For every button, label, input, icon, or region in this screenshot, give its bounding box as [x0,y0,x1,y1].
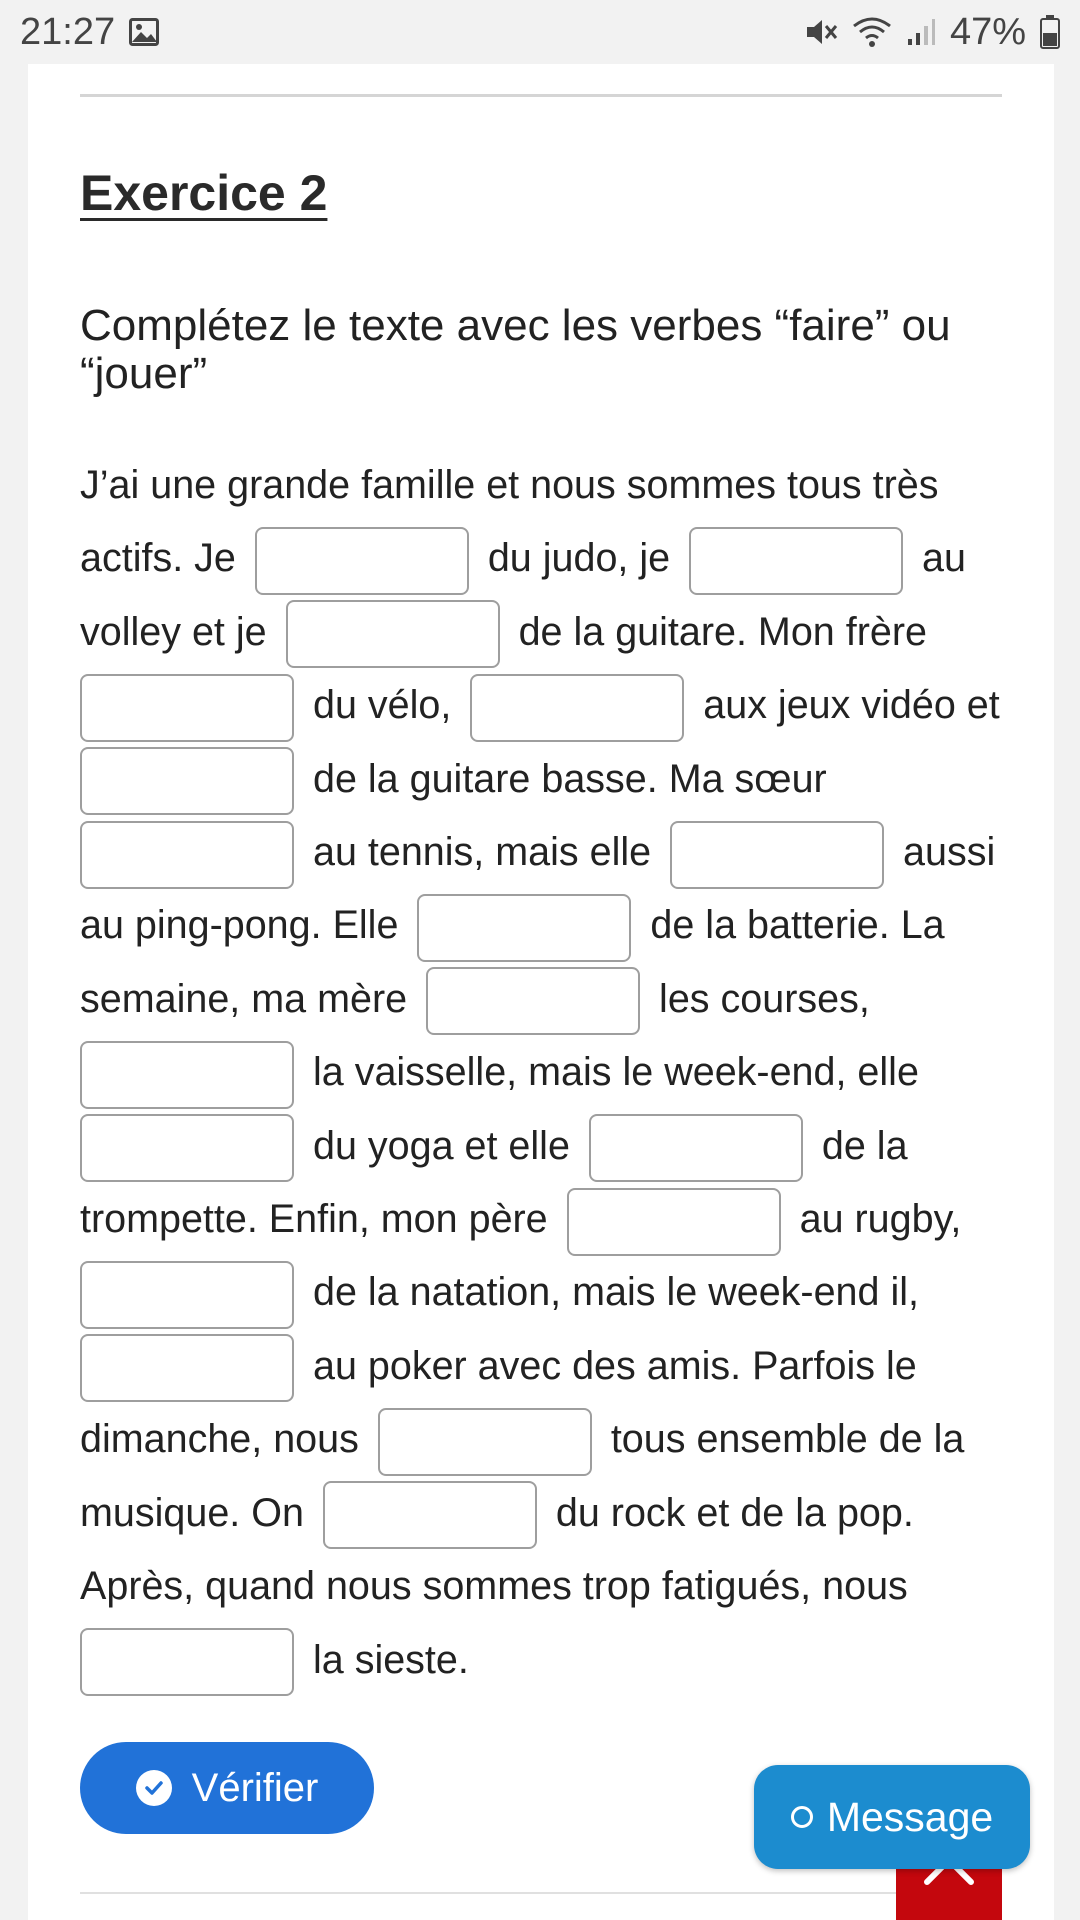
answer-blank-16[interactable] [80,1334,294,1402]
text-segment: les courses, [648,976,870,1021]
divider-top [80,94,1002,97]
status-left [20,11,159,54]
status-time: 21:27 [20,10,116,53]
text-segment: du judo, je [476,536,682,581]
status-bar [0,0,1080,64]
answer-blank-2[interactable] [689,527,903,595]
answer-blank-15[interactable] [80,1261,294,1329]
image-icon [129,18,159,46]
text-segment: du yoga et elle [302,1123,581,1168]
answer-blank-1[interactable] [255,527,469,595]
wifi-icon [852,16,892,48]
text-segment: du rock et de la pop. Après, quand nous sommes trop fatigués, nous [80,1490,914,1609]
message-icon [791,1806,813,1828]
text-segment: du vélo, [302,683,463,728]
answer-blank-12[interactable] [80,1114,294,1182]
text-segment: aussi au ping-pong. Elle [80,830,996,948]
verify-button-label: Vérifier [191,1765,319,1810]
answer-blank-4[interactable] [80,674,294,742]
message-button-label: Message [826,1793,994,1840]
answer-blank-3[interactable] [286,600,500,668]
answer-blank-14[interactable] [567,1188,781,1256]
check-circle-icon [136,1770,172,1806]
text-segment: au tennis, mais elle [302,830,663,875]
answer-blank-6[interactable] [80,747,294,815]
exercise-instructions: Complétez le texte avec les verbes “faire” ou “jouer” [80,301,951,398]
text-segment: au poker avec des amis. Parfois le dimanche, nous [80,1343,917,1462]
exercise-card [28,64,1054,1920]
text-segment: au rugby, [788,1197,962,1242]
answer-blank-9[interactable] [417,894,631,962]
text-segment: de la batterie. La semaine, ma mère [80,903,945,1021]
verify-button[interactable] [80,1742,374,1834]
answer-blank-5[interactable] [470,674,684,742]
text-segment: la vaisselle, mais le week-end, elle [302,1050,919,1095]
text-segment: de la trompette. Enfin, mon père [80,1123,908,1242]
exercise-title: Exercice 2 [80,165,328,221]
answer-blank-8[interactable] [670,821,884,889]
answer-blank-19[interactable] [80,1628,294,1696]
text-segment: J’ai une grande famille et nous sommes tous très actifs. Je [80,463,939,581]
answer-blank-7[interactable] [80,821,294,889]
text-segment: tous ensemble de la musique. On [80,1417,965,1535]
exercise-text [80,449,1036,1697]
status-right [804,11,1060,54]
message-button[interactable] [754,1765,1030,1869]
text-segment: de la natation, mais le week-end il, [302,1270,919,1315]
answer-blank-13[interactable] [589,1114,803,1182]
divider-bottom [80,1892,1002,1894]
answer-blank-17[interactable] [378,1408,592,1476]
mute-icon [804,16,838,48]
signal-icon [906,17,936,47]
answer-blank-18[interactable] [323,1481,537,1549]
answer-blank-10[interactable] [426,967,640,1035]
battery-percent: 47% [949,10,1026,53]
text-segment: de la guitare. Mon frère [507,609,927,654]
text-segment: de la guitare basse. Ma sœur [302,756,827,801]
text-segment: aux jeux vidéo et [692,683,1000,728]
answer-blank-11[interactable] [80,1041,294,1109]
text-segment: au volley et je [80,536,966,654]
battery-icon [1040,15,1060,49]
text-segment: la sieste. [302,1637,469,1682]
